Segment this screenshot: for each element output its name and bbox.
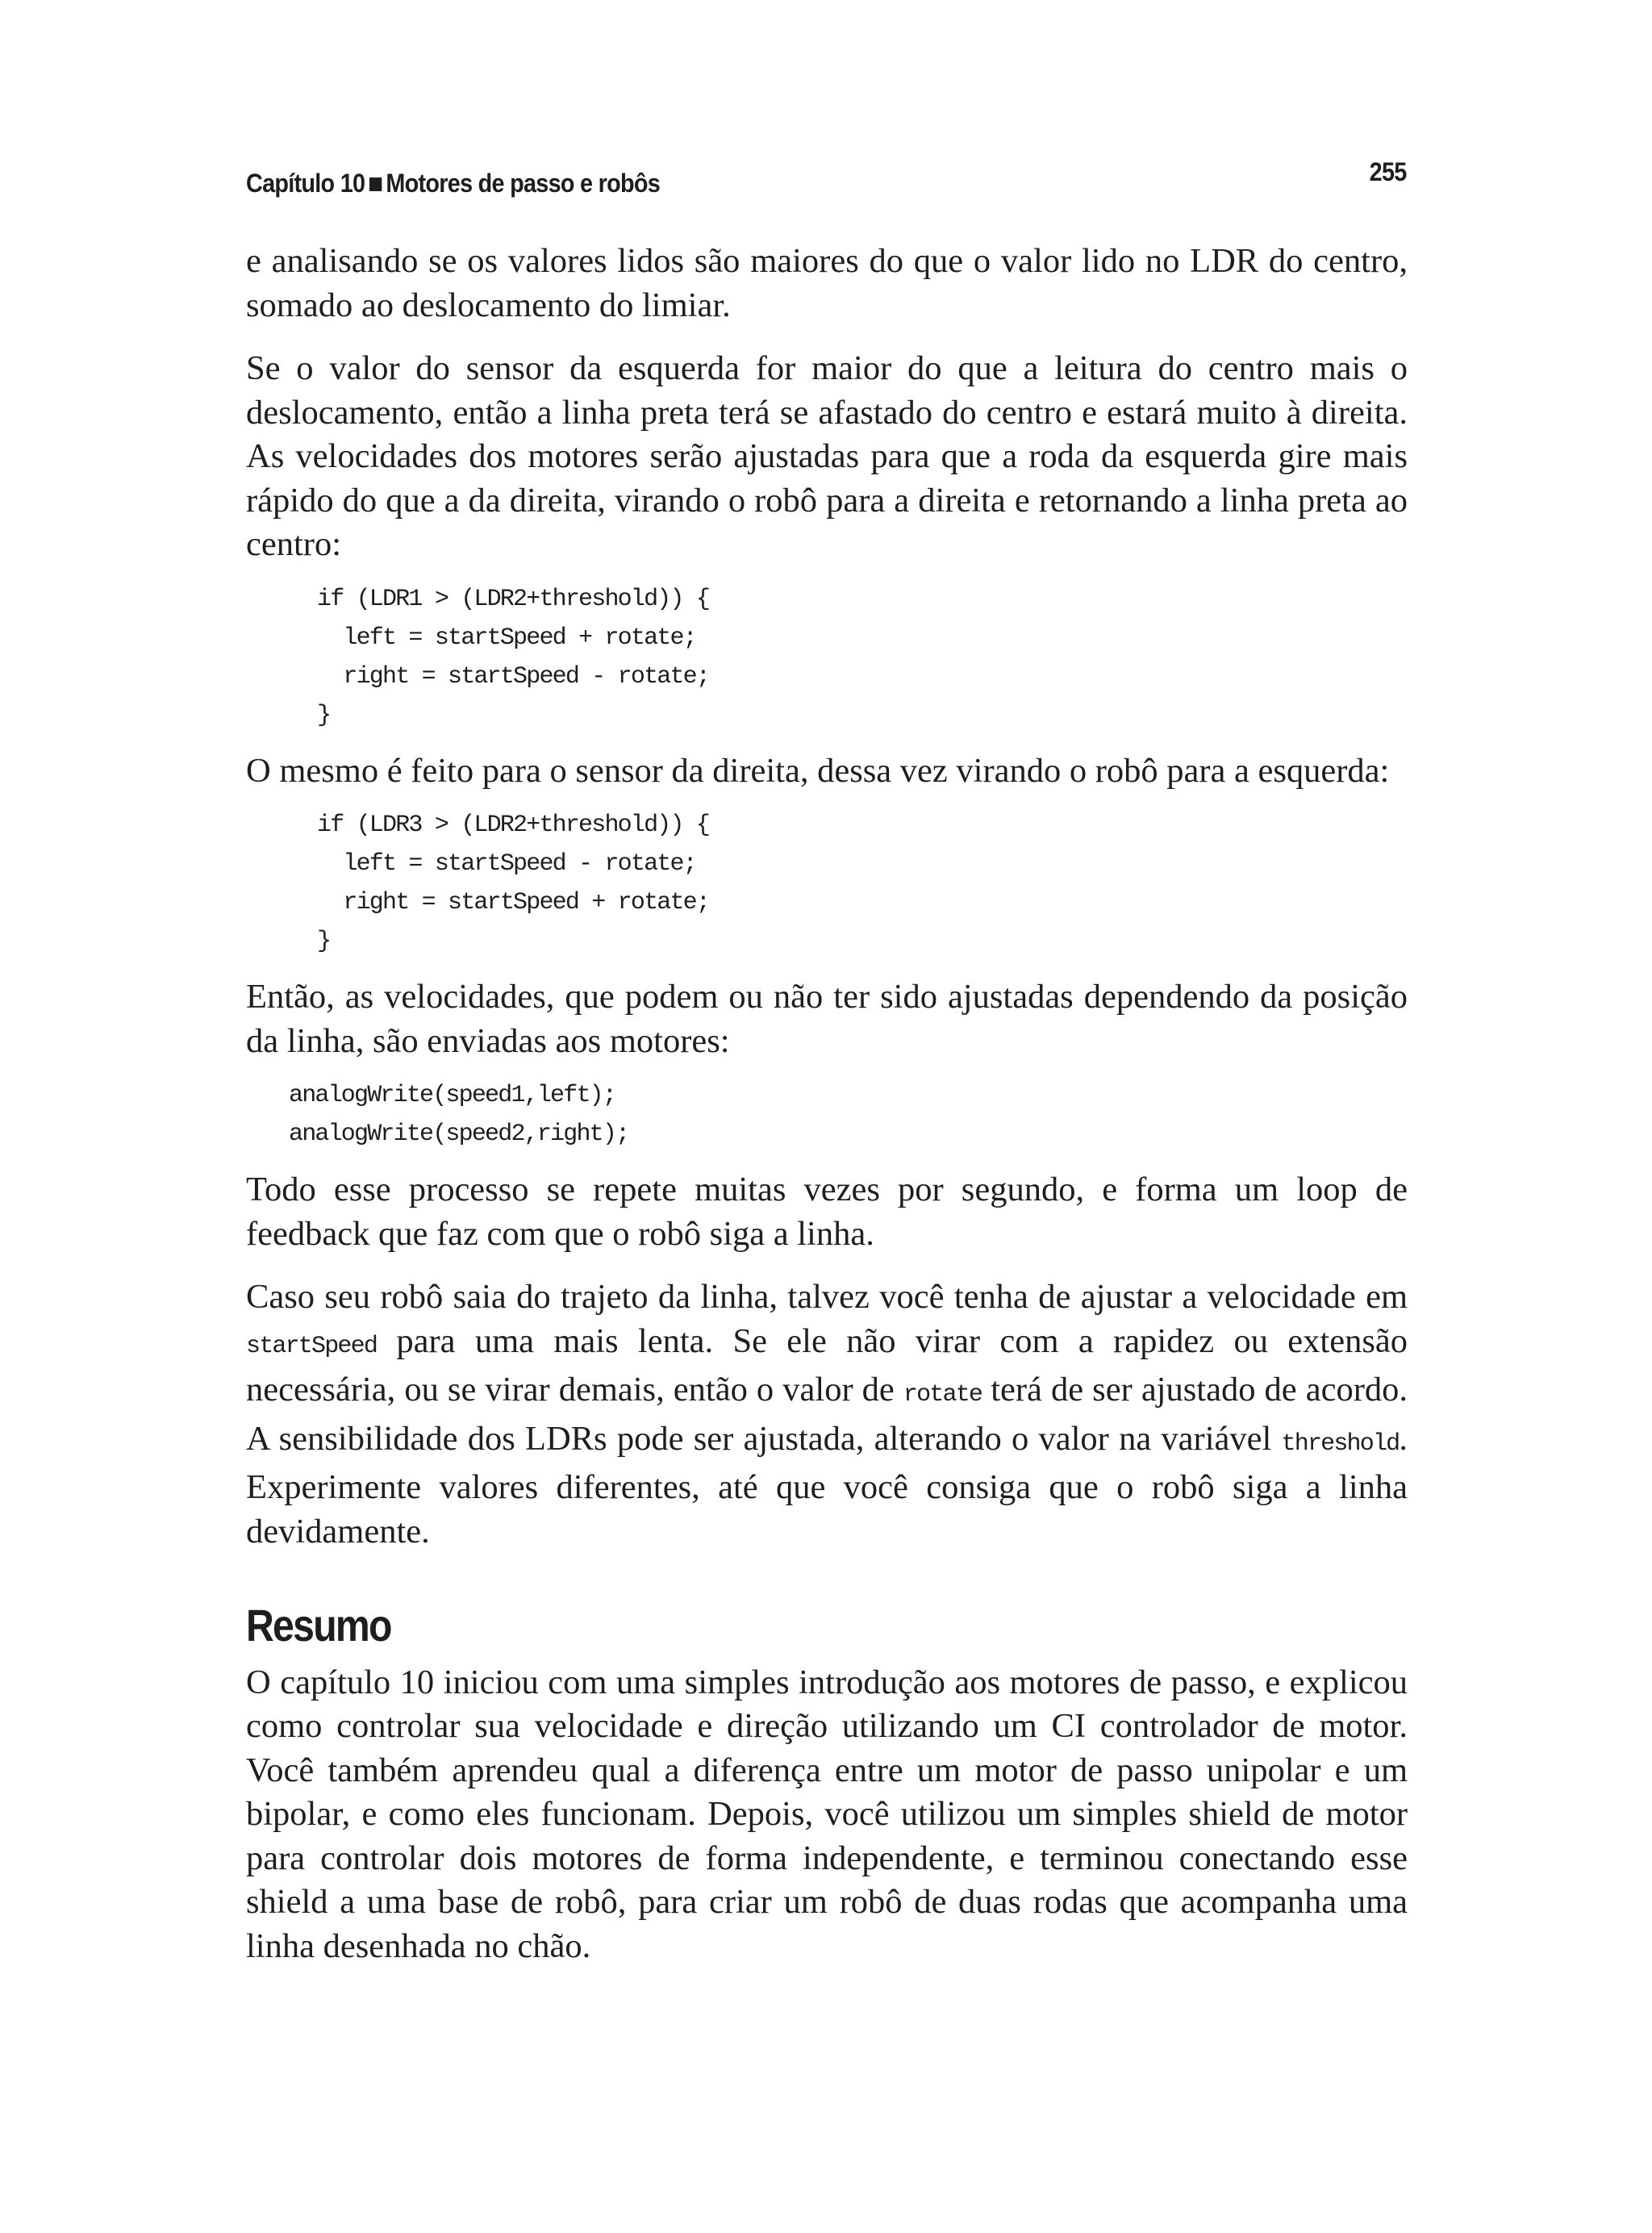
- paragraph-4: Então, as velocidades, que podem ou não ter sido ajustadas dependendo da posição da linha, são enviadas aos motores:: [246, 978, 1408, 1060]
- inline-code-threshold: threshold: [1281, 1430, 1400, 1458]
- paragraph-6-text-2: para uma mais lenta. Se ele não virar com a rapidez ou extensão necessária, ou se virar demais, então o valor de: [246, 1321, 1408, 1409]
- code-block-3: analogWrite(speed1,left); analogWrite(speed2,right);: [289, 1082, 629, 1148]
- paragraph-6-text-4: . Experimente valores diferentes, até que você consiga que o robô siga a linha devidamente.: [246, 1419, 1408, 1551]
- paragraph-6: [246, 1275, 1408, 1554]
- paragraph-1: e analisando se os valores lidos são maiores do que o valor lido no LDR do centro, somado ao deslocamento do limiar.: [246, 242, 1408, 324]
- square-bullet-icon: [369, 177, 382, 191]
- running-head-chapter: [246, 169, 660, 198]
- inline-code-startspeed: startSpeed: [246, 1332, 378, 1360]
- code-block-1: if (LDR1 > (LDR2+threshold)) { left = startSpeed + rotate; right = startSpeed - rotate; }: [317, 585, 710, 729]
- paragraph-5: Todo esse processo se repete muitas vezes por segundo, e forma um loop de feedback que faz com que o robô siga a linha.: [246, 1171, 1408, 1253]
- code-block-2: if (LDR3 > (LDR2+threshold)) { left = startSpeed - rotate; right = startSpeed + rotate; }: [317, 812, 710, 955]
- paragraph-6-text-1: Caso seu robô saia do trajeto da linha, talvez você tenha de ajustar a velocidade em: [246, 1278, 1408, 1316]
- paragraph-7: O capítulo 10 iniciou com uma simples introdução aos motores de passo, e explicou como controlar sua velocidade e direção utilizando um CI controlador de motor. Você também aprendeu qual a diferença entre um motor de passo unipolar e um bipolar, e como eles funcionam. Depois, você utilizou um simples shield de motor para controlar dois motores de forma independente, e terminou conectando esse shield a uma base de robô, para criar um robô de duas rodas que acompanha uma linha desenhada no chão.: [246, 1663, 1408, 1965]
- body-text: [246, 240, 1408, 1968]
- page-number: 255: [1369, 157, 1407, 186]
- paragraph-3: O mesmo é feito para o sensor da direita, dessa vez virando o robô para a esquerda:: [246, 751, 1390, 790]
- paragraph-2: Se o valor do sensor da esquerda for maior do que a leitura do centro mais o deslocamento, então a linha preta terá se afastado do centro e estará muito à direita. As velocidades dos motores serão ajustadas para que a roda da esquerda gire mais rápido do que a da direita, virando o robô para a direita e retornando a linha preta ao centro:: [246, 349, 1408, 563]
- book-page: [246, 157, 1408, 1988]
- section-heading: Resumo: [246, 1600, 391, 1651]
- inline-code-rotate: rotate: [903, 1381, 982, 1409]
- chapter-title: Motores de passo e robôs: [386, 169, 661, 198]
- paragraph-6-text-3: terá de ser ajustado de acordo. A sensibilidade dos LDRs pode ser ajustada, alterando o valor na variável: [246, 1371, 1408, 1458]
- running-head: [246, 157, 1407, 207]
- chapter-label: Capítulo 10: [246, 169, 365, 198]
